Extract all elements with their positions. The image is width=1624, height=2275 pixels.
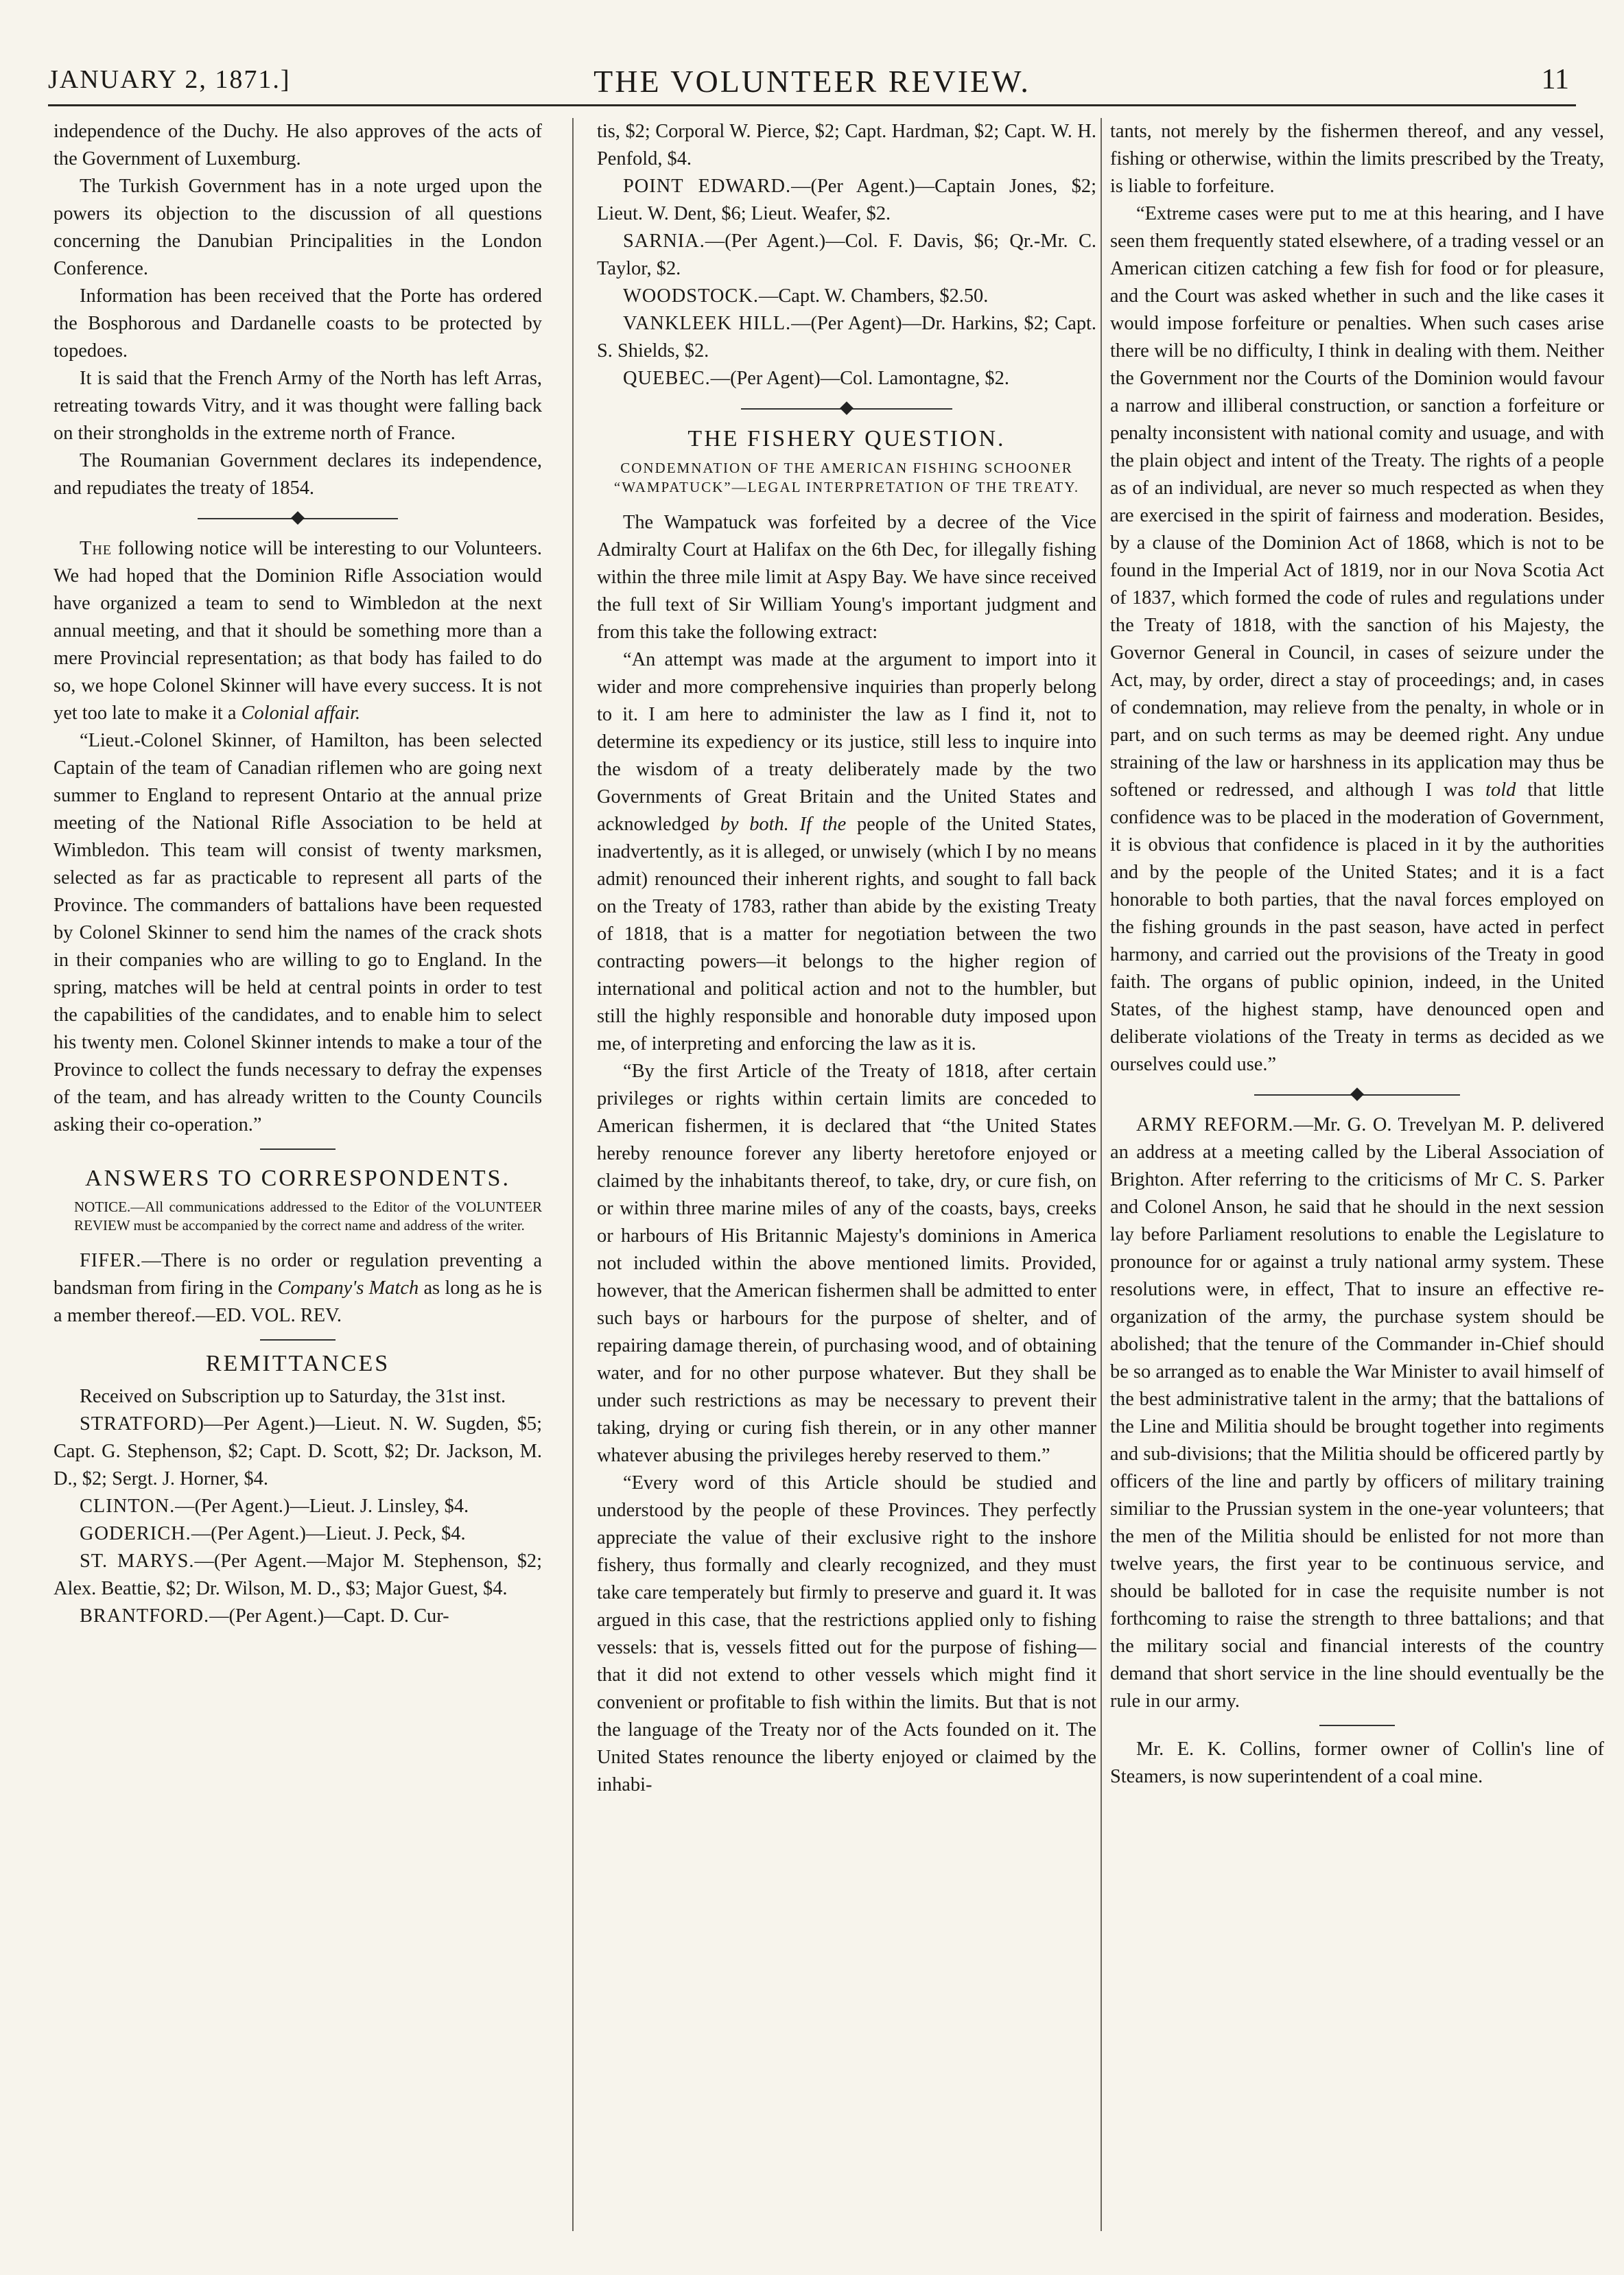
paragraph: It is said that the French Army of the North has left Arras, retreating towards Vitry, and it was thought were falling back on their strongholds in the extreme north of France. — [54, 368, 542, 444]
short-rule — [260, 1339, 336, 1341]
paragraph-text: —There is no order or regulation preventing a bandsman from firing in the — [54, 1250, 542, 1299]
quoted-paragraph: “Lieut.-Colonel Skinner, of Hamilton, has been selected Captain of the team of Canadian riflemen who are going next summer to England to represent Ontario at the annual prize meeting of the National Rifle Association to be held at Wimbledon. This team will consist of twenty marksmen, selected as far as practicable to represent all parts of the Province. The commanders of battalions have been requested by Colonel Skinner to send him the names of the crack shots in their companies who are willing to go to England. In the spring, matches will be held at central points in order to test the capabilities of the candidates, and to enable him to select his twenty men. Colonel Skinner intends to make a tour of the Province to collect the funds necessary to defray the expenses of the team, and has already written to the County Councils asking their co-operation.” — [54, 730, 542, 1135]
section-heading: REMITTANCES — [205, 1351, 390, 1376]
paragraph-text: “An attempt was made at the argument to import into it wider and more comprehensive inquiries than properly belong to it. I am here to administer the law as I find it, not to determine its expediency or its justice, still less to inquire into the wisdom of a treaty deliberately made by the two Governments of Great Britain and the United States and acknowledged — [597, 649, 1096, 835]
short-rule — [260, 1148, 336, 1150]
italic-text: Company's Match — [277, 1277, 419, 1299]
article-subheading: CONDEMNATION OF THE AMERICAN FISHING SCHOONER “WAMPATUCK”—LEGAL INTERPRETATION OF THE TREATY. — [613, 460, 1080, 495]
paragraph: tants, not merely by the fishermen thereof, and any vessel, fishing or otherwise, within the limits prescribed by the Treaty, is liable to forfeiture. — [1110, 121, 1604, 197]
remittance-text: —(Per Agent.)—Lieut. J. Linsley, $4. — [175, 1496, 469, 1517]
remittance-entry — [54, 1603, 542, 1630]
remittance-text: —Capt. W. Chambers, $2.50. — [758, 285, 989, 307]
page-number: 11 — [1541, 64, 1569, 95]
italic-text: by both. If the — [720, 814, 847, 835]
remittance-text: —(Per Agent)—Dr. Harkins, $2; Capt. S. Shields, $2. — [597, 313, 1096, 362]
masthead-title: THE VOLUNTEER REVIEW. — [593, 64, 1031, 99]
remittance-text: )—Per Agent.)—Lieut. N. W. Sugden, $5; Capt. G. Stephenson, $2; Capt. D. Scott, $2; Dr. Jackson, M. D., $2; Sergt. J. Horner, $4. — [54, 1413, 542, 1489]
column-rule — [1101, 118, 1102, 2231]
place-name: POINT EDWARD. — [623, 176, 792, 197]
paragraph — [54, 1247, 542, 1330]
remittance-text: —(Per Agent.)—Lieut. J. Peck, $4. — [191, 1523, 466, 1544]
remittance-text: —(Per Agent.)—Col. F. Davis, $6; Qr.-Mr. C. Taylor, $2. — [597, 231, 1096, 279]
short-rule — [1319, 1725, 1395, 1726]
paragraph: independence of the Duchy. He also approves of the acts of the Government of Luxemburg. — [54, 121, 542, 169]
section-divider — [597, 397, 1096, 421]
remittance-entry — [54, 1493, 542, 1520]
remittance-entry — [54, 1520, 542, 1548]
paragraph: Information has been received that the Porte has ordered the Bosphorous and Dardanelle coasts to be protected by topedoes. — [54, 285, 542, 362]
quoted-paragraph: “By the first Article of the Treaty of 1818, after certain privileges or rights within certain limits are conceded to American fishermen, it is declared that “the United States hereby renounce forever any liberty heretofore enjoyed or claimed by the inhabitants thereof, to take, dry, or cure fish, on or within three marine miles of any of the coasts, bays, creeks or harbours of His Britannic Majesty's dominions in America not included within the above mentioned limits. Provided, however, that the American fishermen shall be admitted to enter such bays or harbours for the purpose of shelter, and of repairing damage therein, of purchasing wood, and of obtaining water, and for no other purpose whatever. But they shall be under such restrictions as may be necessary to prevent their taking, drying or curing fish therein, or in any other manner whatever abusing the privileges hereby reserved to them.” — [597, 1061, 1096, 1466]
paragraph: The Wampatuck was forfeited by a decree of the Vice Admiralty Court at Halifax on the 6th Dec, for illegally fishing within the three mile limit at Aspy Bay. We have since received the full text of Sir William Young's important judgment and from this take the following extract: — [597, 512, 1096, 643]
remittance-entry — [597, 173, 1096, 228]
paragraph — [1110, 1111, 1604, 1715]
remittance-entry — [597, 228, 1096, 283]
paragraph-text: that little confidence was to be placed in the moderation of Government, it is obvious that confidence is placed in it by the authorities and by the people of the United States; and it is a fact honorable to both parties, that the naval forces employed on the fishing grounds in the past season, have acted in perfect harmony, and carried out the provisions of the Treaty in good faith. The organs of public opinion, indeed, in the United States, of the highest stamp, have denounced open and deliberate violations of the Treaty in terms as decided as we ourselves could use.” — [1110, 779, 1604, 1075]
column-rule — [572, 118, 574, 2231]
section-divider — [1110, 1083, 1604, 1107]
section-heading: ANSWERS TO CORRESPONDENTS. — [85, 1166, 510, 1191]
paragraph-text: as long as he is a member thereof.—ED. VOL. REV. — [54, 1277, 542, 1326]
paragraph-text: people of the United States, inadvertently, as it is alleged, or unwisely (which I by no means admit) renounced their inherent rights, and sought to fall back on the Treaty of 1783, rather than abide by the existing Treaty of 1818, that is a matter for negotiation between the two contracting powers—it belongs to the higher region of international and political action and not to the humbler, but still the highly responsible and honorable duty imposed upon me, of interpreting and enforcing the law as it is. — [597, 814, 1096, 1054]
issue-date: JANUARY 2, 1871.] — [48, 65, 291, 94]
remittance-text: —(Per Agent.)—Captain Jones, $2; Lieut. W. Dent, $6; Lieut. Weafer, $2. — [597, 176, 1096, 224]
lead-word: FIFER. — [80, 1250, 142, 1271]
place-name: VANKLEEK HILL. — [623, 313, 792, 334]
column-3 — [1110, 118, 1604, 2231]
remittance-entry — [597, 310, 1096, 365]
place-name: ST. MARYS. — [80, 1551, 195, 1572]
remittance-entry — [54, 1548, 542, 1603]
place-name: GODERICH. — [80, 1523, 191, 1544]
article-heading: THE FISHERY QUESTION. — [687, 426, 1006, 451]
place-name: SARNIA. — [623, 231, 705, 252]
remittance-entry — [597, 365, 1096, 392]
paragraph: The Turkish Government has in a note urged upon the powers its objection to the discussion of all questions concerning the Danubian Principalities in the London Conference. — [54, 176, 542, 279]
paragraph-text: “Extreme cases were put to me at this hearing, and I have seen them frequently stated elsewhere, of a trading vessel or an American citizen catching a few fish for food or for pleasure, and the Court was asked whether in such and the like cases it would impose forfeiture or penalties. When such cases arise there will be no difficulty, I think in dealing with them. Neither the Government nor the Courts of the Dominion would favour a narrow and illiberal construction, or sanction a forfeiture or penalty inconsistent with national comity and usuage, and with the plain object and intent of the Treaty. The rights of a people as of an individual, are never so much respected as when they are exercised in the spirit of fairness and moderation. Besides, by a clause of the Dominion Act of 1868, which is not to be found in the Imperial Act of 1819, nor in our Nova Scotia Act of 1837, which formed the code of rules and regulations under the Treaty of 1818, with the sanction of his Majesty, the Governor General in Council, in cases of seizure under the Act, may, by order, direct a stay of proceedings; and, in cases of condemnation, may relieve from the penalty, in whole or in part, and on such terms as may be deemed right. Any undue straining of the law or harshness in its application may thus be softened or redressed, and although I was — [1110, 203, 1604, 801]
lead-word: The — [80, 538, 113, 559]
quoted-paragraph — [1110, 200, 1604, 1078]
quoted-paragraph — [597, 646, 1096, 1058]
column-2 — [597, 118, 1096, 2231]
italic-text: Colonial affair. — [241, 703, 361, 724]
place-name: BRANTFORD. — [80, 1605, 210, 1627]
column-1 — [54, 118, 542, 2231]
remittance-entry — [597, 283, 1096, 310]
remittance-entry — [54, 1411, 542, 1493]
italic-text: told — [1485, 779, 1516, 801]
place-name: STRATFORD — [80, 1413, 198, 1435]
paragraph-text: —Mr. G. O. Trevelyan M. P. delivered an address at a meeting called by the Liberal Association of Brighton. After referring to the criticisms of Mr C. S. Parker and Colonel Anson, he said that he should in the next session lay before Parliament resolutions to enable the Legislature to pronounce for or against a truly national army system. These resolutions were, in effect, That to insure an effective re-organization of the army, the purchase system should be abolished; that the tenure of the Commander in-Chief should be so arranged as to enable the War Minister to avail himself of the best administrative talent in the army; that the battalions of the Line and Militia should be brought together into regiments and sub-divisions; that the Militia should be officered partly by officers of the line and partly by officers of military training similiar to the Prussian system in the one-year volunteers; that the men of the Militia should be enlisted for not more than twelve years, the first year to be continuous service, and should be balloted for in case the requisite number is not forthcoming to raise the strength to three battalions; and that the military social and financial interests of the country demand that short service in the line should eventually be the rule in our army. — [1110, 1114, 1604, 1712]
remittance-entry: tis, $2; Corporal W. Pierce, $2; Capt. Hardman, $2; Capt. W. H. Penfold, $4. — [597, 121, 1096, 169]
paragraph: Mr. E. K. Collins, former owner of Collin's line of Steamers, is now superintendent of a coal mine. — [1110, 1738, 1604, 1787]
place-name: WOODSTOCK. — [623, 285, 759, 307]
paragraph: Received on Subscription up to Saturday, the 31st inst. — [80, 1386, 506, 1407]
remittance-text: —(Per Agent.)—Capt. D. Cur- — [209, 1605, 449, 1627]
paragraph-text: following notice will be interesting to our Volunteers. We had hoped that the Dominion Rifle Association would have organized a team to send to Wimbledon at the next annual meeting, and that it should be something more than a mere Provincial representation; as that body has failed to do so, we hope Colonel Skinner will have every success. It is not yet too late to make it a — [54, 538, 542, 724]
remittance-text: —(Per Agent.—Major M. Stephenson, $2; Alex. Beattie, $2; Dr. Wilson, M. D., $3; Major Guest, $4. — [54, 1551, 542, 1599]
remittance-text: —(Per Agent)—Col. Lamontagne, $2. — [710, 368, 1009, 389]
notice-text: NOTICE.—All communications addressed to the Editor of the VOLUNTEER REVIEW must be accompanied by the correct name and address of the writer. — [74, 1199, 542, 1234]
paragraph — [54, 535, 542, 727]
section-divider — [54, 506, 542, 531]
quoted-paragraph: “Every word of this Article should be studied and understood by the people of these Provinces. They perfectly appreciate the value of their exclusive right to the inshore fishery, thus formally and clearly recognized, and they must take care temperately but firmly to preserve and guard it. It was argued in this case, that the restrictions applied only to fishing vessels: that is, vessels fitted out for the purpose of fishing—that it did not extend to other vessels which might find it convenient or profitable to fish within the limits. But that is not the language of the Treaty nor of the Acts founded on it. The United States renounce the liberty enjoyed or claimed by the inhabi- — [597, 1472, 1096, 1795]
place-name: CLINTON. — [80, 1496, 176, 1517]
place-name: QUEBEC. — [623, 368, 711, 389]
lead-word: ARMY REFORM. — [1136, 1114, 1294, 1135]
page-header — [48, 63, 1576, 106]
paragraph: The Roumanian Government declares its independence, and repudiates the treaty of 1854. — [54, 450, 542, 499]
